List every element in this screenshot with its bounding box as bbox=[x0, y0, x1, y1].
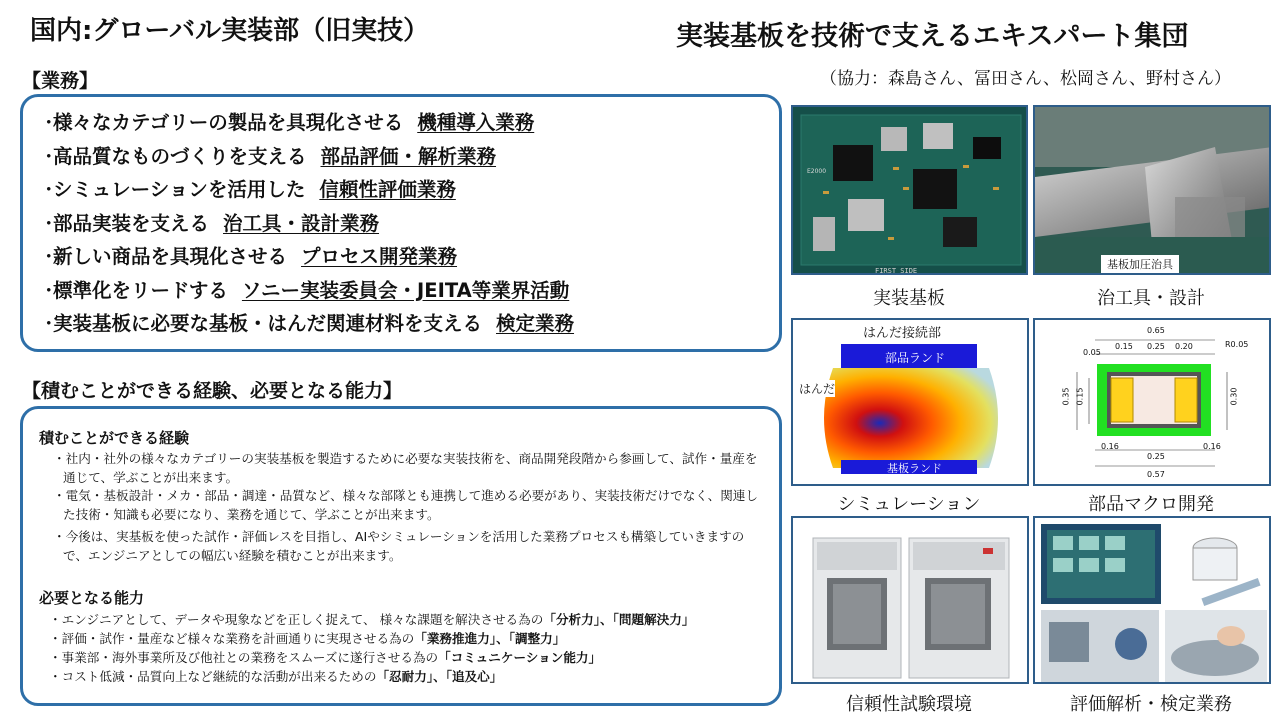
bullet: ・ bbox=[39, 111, 59, 134]
caption-reliability: 信頼性試験環境 bbox=[846, 694, 972, 715]
ability-item bbox=[39, 610, 779, 629]
duties-box bbox=[20, 94, 782, 352]
page-title: 国内:グローバル実装部（旧実技） bbox=[30, 16, 430, 46]
macro-diagram bbox=[1033, 318, 1271, 486]
ability-text: ・事業部・海外事業所及び他社との業務をスムーズに遂行させる為の bbox=[49, 650, 439, 665]
experience-item: ・社内・社外の様々なカテゴリーの実装基板を製造するために必要な実装技術を、商品開発段階から参画して、試作・量産を通じて、学ぶことが出来ます。 bbox=[53, 451, 758, 485]
duties-heading: 【業務】 bbox=[22, 70, 99, 92]
duty-link: プロセス開発業務 bbox=[301, 245, 458, 268]
caption-analysis: 評価解析・検定業務 bbox=[1070, 694, 1232, 715]
ability-text: ・評価・試作・量産など様々な業務を計画通りに実現させる為の bbox=[49, 631, 415, 646]
experience-item: ・今後は、実基板を使った試作・評価レスを目指し、AIやシミュレーションを活用した業務プロセスも構築していきますので、エンジニアとしての幅広い経験を積むことが出来ます。 bbox=[53, 529, 745, 563]
duty-text: 標準化をリードする bbox=[53, 278, 228, 302]
radius-005: R0.05 bbox=[1225, 340, 1249, 349]
bullet: ・ bbox=[39, 211, 59, 235]
experience-title: 積むことができる経験 bbox=[39, 429, 190, 447]
board-mark-bottom: FIRST SIDE bbox=[875, 267, 918, 275]
page-subtitle: 実装基板を技術で支えるエキスパート集団 bbox=[676, 21, 1189, 52]
duty-item bbox=[39, 141, 779, 175]
duty-item bbox=[39, 174, 779, 208]
dim-020: 0.20 bbox=[1175, 342, 1193, 351]
duty-link: 機種導入業務 bbox=[417, 111, 535, 134]
duty-link: ソニー実装委員会・JEITA等業界活動 bbox=[241, 278, 570, 302]
sim-bottom-land: 基板ランド bbox=[887, 462, 942, 475]
sim-title: はんだ接続部 bbox=[863, 326, 942, 341]
dim-005: 0.05 bbox=[1083, 348, 1101, 357]
experience-item: ・電気・基板設計・メカ・部品・調達・品質など、様々な部隊とも連携して進める必要があり、実装技術だけでなく、関連した技術・知識も必要になり、業務を通じて、学ぶことが出来ます。 bbox=[53, 488, 758, 522]
duty-item bbox=[39, 107, 779, 141]
dim-057: 0.57 bbox=[1147, 470, 1165, 479]
simulation-image bbox=[791, 318, 1029, 486]
caption-jig: 治工具・設計 bbox=[1097, 288, 1205, 309]
dim-015-side: 0.15 bbox=[1075, 387, 1085, 406]
jig-photo bbox=[1033, 105, 1271, 275]
ability-item bbox=[39, 629, 779, 648]
duty-item bbox=[39, 241, 779, 275]
bullet: ・ bbox=[39, 278, 59, 302]
chamber-photo bbox=[791, 516, 1029, 684]
bullet: ・ bbox=[39, 312, 59, 335]
board-mark-top: E2000 bbox=[807, 168, 827, 175]
sim-solder-label: はんだ bbox=[799, 382, 836, 396]
ability-text: ・エンジニアとして、データや現象などを正しく捉えて、 様々な課題を解決させる為の bbox=[49, 612, 544, 627]
duty-link: 部品評価・解析業務 bbox=[320, 144, 497, 168]
analysis-photo bbox=[1033, 516, 1271, 684]
jig-label: 基板加圧治具 bbox=[1101, 255, 1179, 273]
dim-030: 0.30 bbox=[1229, 387, 1239, 406]
duty-text: 高品質なものづくりを支える bbox=[53, 144, 307, 168]
dim-025-top: 0.25 bbox=[1147, 342, 1165, 351]
ability-keyword: 「忍耐力」、「追及心」 bbox=[376, 669, 503, 684]
experience-box bbox=[20, 406, 782, 706]
pcb-photo bbox=[791, 105, 1028, 275]
dim-065: 0.65 bbox=[1147, 326, 1165, 335]
duty-text: シミュレーションを活用した bbox=[53, 178, 306, 201]
dim-025-bottom: 0.25 bbox=[1147, 452, 1165, 461]
duty-link: 信頼性評価業務 bbox=[319, 178, 456, 201]
duty-link: 検定業務 bbox=[496, 312, 575, 335]
bullet: ・ bbox=[39, 245, 59, 268]
ability-title: 必要となる能力 bbox=[39, 589, 145, 607]
dim-016-right: 0.16 bbox=[1203, 442, 1221, 451]
duty-text: 新しい商品を具現化させる bbox=[53, 245, 288, 268]
bullet: ・ bbox=[39, 178, 59, 201]
ability-keyword: 「コミュニケーション能力」 bbox=[438, 650, 602, 665]
duty-item bbox=[39, 308, 779, 342]
duty-item bbox=[39, 208, 779, 242]
ability-keyword: 「業務推進力」、「調整力」 bbox=[414, 631, 566, 646]
caption-macro: 部品マクロ開発 bbox=[1088, 494, 1214, 515]
ability-text: ・コスト低減・品質向上など継続的な活動が出来るための bbox=[49, 669, 377, 684]
dim-016-left: 0.16 bbox=[1101, 442, 1119, 451]
ability-item bbox=[39, 648, 779, 667]
duty-text: 様々なカテゴリーの製品を具現化させる bbox=[53, 111, 404, 134]
duty-text: 実装基板に必要な基板・はんだ関連材料を支える bbox=[53, 312, 483, 335]
ability-keyword: 「分析力」、「問題解決力」 bbox=[543, 612, 695, 627]
dim-035: 0.35 bbox=[1061, 387, 1071, 406]
caption-simulation: シミュレーション bbox=[837, 494, 981, 515]
bullet: ・ bbox=[39, 144, 59, 168]
dim-015: 0.15 bbox=[1115, 342, 1133, 351]
ability-item bbox=[39, 667, 779, 686]
caption-pcb: 実装基板 bbox=[873, 288, 945, 309]
collaborators: （協力：森島さん、冨田さん、松岡さん、野村さん） bbox=[820, 69, 1232, 89]
duty-text: 部品実装を支える bbox=[53, 211, 210, 235]
duty-link: 治工具・設計業務 bbox=[223, 211, 380, 235]
experience-heading: 【積むことができる経験、必要となる能力】 bbox=[22, 380, 403, 402]
sim-top-land: 部品ランド bbox=[885, 351, 946, 365]
duty-item bbox=[39, 275, 779, 309]
